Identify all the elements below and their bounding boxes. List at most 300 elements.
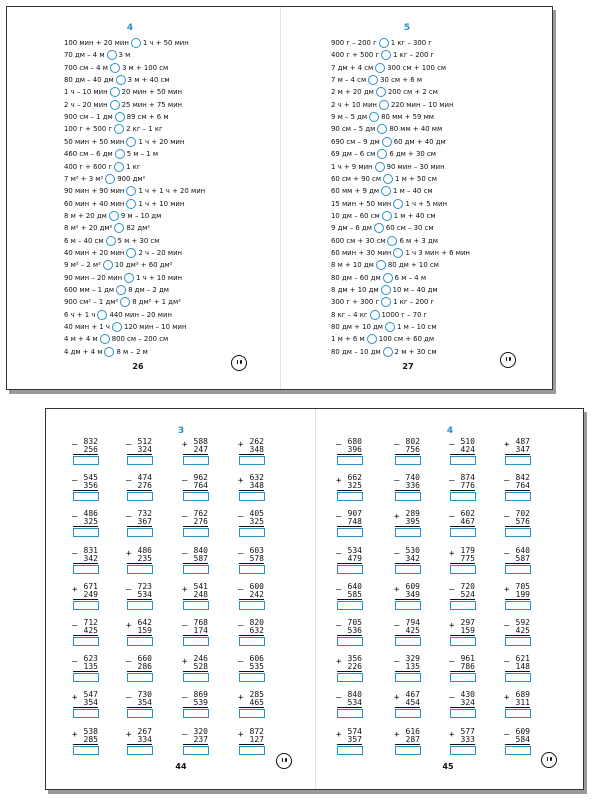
subtrahend: 348 (249, 481, 264, 491)
answer-box[interactable] (450, 565, 476, 574)
operator-sign: – (394, 657, 400, 668)
minuend: 534 (347, 545, 362, 555)
answer-box[interactable] (450, 456, 476, 465)
comparison-row (331, 161, 445, 173)
comparison-circle[interactable] (104, 347, 114, 357)
comparison-circle[interactable] (383, 174, 393, 184)
result-line (337, 599, 362, 600)
answer-box[interactable] (505, 601, 531, 610)
result-line (395, 454, 420, 455)
result-line (505, 526, 530, 527)
left-expression: 9 м² – 2 м² (64, 261, 101, 270)
result-line (450, 563, 475, 564)
comparison-row (64, 86, 182, 98)
answer-box[interactable] (337, 492, 363, 501)
left-expression: 700 см – 4 м (64, 63, 108, 72)
minuend: 642 (137, 618, 152, 627)
comparison-circle[interactable] (393, 199, 403, 209)
minuend: 577 (460, 726, 475, 736)
left-expression: 7 дм + 4 см (331, 63, 374, 72)
comparison-circle[interactable] (377, 149, 387, 159)
subtrahend: 356 (83, 481, 98, 491)
comparison-circle[interactable] (376, 87, 386, 97)
comparison-circle[interactable] (126, 248, 136, 258)
answer-box[interactable] (395, 565, 421, 574)
right-expression: 20 мин + 50 мин (121, 88, 183, 97)
answer-box[interactable] (337, 673, 363, 682)
minuend: 267 (137, 726, 152, 736)
comparison-circle[interactable] (383, 347, 393, 357)
column-problem (447, 654, 481, 684)
subtrahend: 127 (249, 734, 264, 744)
answer-box[interactable] (505, 637, 531, 646)
column-problem (392, 582, 426, 612)
result-line (337, 707, 362, 708)
operator-sign: + (72, 584, 78, 595)
operator-sign: – (182, 548, 188, 559)
answer-box[interactable] (505, 528, 531, 537)
column-problem (392, 473, 426, 503)
minuend: 961 (460, 654, 475, 664)
smiley-face-icon (541, 752, 557, 768)
minuend: 768 (193, 618, 208, 627)
minuend: 592 (515, 618, 530, 627)
minuend: 962 (193, 473, 208, 483)
comparison-circle[interactable] (106, 236, 116, 246)
minuend: 602 (460, 509, 475, 519)
result-line (505, 707, 530, 708)
result-line (450, 526, 475, 527)
answer-box[interactable] (337, 709, 363, 718)
comparison-circle[interactable] (110, 87, 120, 97)
answer-box[interactable] (337, 746, 363, 755)
right-expression: 220 мин – 10 мин (390, 100, 454, 109)
subtrahend: 576 (515, 517, 530, 527)
left-expression: 8 дм + 10 дм (331, 286, 379, 294)
comparison-row (331, 210, 436, 222)
answer-box[interactable] (450, 637, 476, 646)
operator-sign: – (449, 584, 455, 595)
subtrahend: 325 (83, 517, 98, 527)
left-expression: 460 см – 6 дм (64, 150, 113, 159)
column-problem (502, 690, 536, 720)
column-problem (392, 654, 426, 684)
operator-sign: – (238, 621, 244, 631)
subtrahend: 311 (515, 698, 530, 708)
result-line (395, 599, 420, 600)
subtrahend: 325 (347, 481, 362, 491)
operator-sign: – (504, 548, 510, 559)
operator-sign: + (72, 729, 78, 740)
column-problem (392, 509, 426, 539)
minuend: 574 (347, 726, 362, 736)
subtrahend: 467 (460, 517, 475, 527)
answer-box[interactable] (337, 528, 363, 537)
comparison-circle[interactable] (126, 186, 136, 196)
comparison-circle[interactable] (393, 248, 403, 258)
operator-sign: + (394, 512, 400, 523)
comparison-row (64, 173, 145, 185)
comparison-circle[interactable] (369, 112, 379, 122)
exercise-number-3: 3 (177, 426, 185, 436)
left-expression: 8 м + 10 дм (331, 261, 374, 270)
left-expression: 100 г + 500 г (64, 125, 113, 134)
subtrahend: 247 (193, 445, 208, 454)
operator-sign: – (504, 512, 510, 523)
minuend: 869 (193, 690, 208, 700)
subtrahend: 199 (515, 589, 530, 599)
operator-sign: + (182, 584, 188, 595)
column-problem (392, 437, 426, 467)
subtrahend: 632 (249, 626, 264, 635)
comparison-row (64, 185, 205, 197)
answer-box[interactable] (337, 565, 363, 574)
minuend: 802 (405, 437, 420, 446)
comparison-row (64, 62, 168, 74)
minuend: 740 (405, 473, 420, 483)
subtrahend: 159 (137, 626, 152, 635)
smiley-face-icon (500, 352, 516, 368)
comparison-circle[interactable] (376, 260, 386, 270)
right-expression: 6 м – 4 м (394, 273, 427, 282)
comparison-row (64, 148, 158, 160)
comparison-row (331, 296, 434, 308)
left-expression: 400 г + 500 г (331, 51, 380, 60)
subtrahend: 775 (460, 553, 475, 563)
subtrahend: 286 (137, 662, 152, 672)
subtrahend: 256 (83, 445, 98, 454)
subtrahend: 349 (405, 589, 420, 599)
right-expression: 1 ч + 50 мин (142, 39, 189, 47)
answer-box[interactable] (337, 456, 363, 465)
minuend: 832 (83, 437, 98, 446)
column-problem (447, 509, 481, 539)
comparison-circle[interactable] (110, 63, 120, 73)
operator-sign: – (449, 693, 455, 704)
minuend: 606 (249, 654, 264, 664)
result-line (450, 671, 475, 672)
right-expression: 3 м (118, 51, 131, 60)
minuend: 541 (193, 581, 208, 591)
minuend: 430 (460, 690, 475, 700)
result-line (395, 707, 420, 708)
comparison-row (64, 161, 140, 173)
comparison-circle[interactable] (368, 75, 378, 85)
comparison-row (64, 210, 161, 222)
column-problem (334, 437, 368, 467)
answer-box[interactable] (450, 673, 476, 682)
answer-box[interactable] (395, 637, 421, 646)
comparison-row (331, 284, 438, 296)
subtrahend: 528 (193, 662, 208, 672)
subtrahend: 342 (83, 553, 98, 563)
answer-box[interactable] (395, 601, 421, 610)
minuend: 842 (515, 473, 530, 483)
comparison-circle[interactable] (116, 285, 126, 295)
subtrahend: 348 (249, 445, 264, 454)
right-expression: 1 ч + 10 мин (138, 199, 185, 208)
minuend: 486 (83, 509, 98, 519)
page-number-44: 44 (175, 762, 187, 771)
minuend: 179 (460, 545, 475, 555)
comparison-row (64, 309, 172, 321)
answer-box[interactable] (337, 601, 363, 610)
comparison-circle[interactable] (105, 174, 115, 184)
comparison-circle[interactable] (126, 137, 136, 147)
comparison-circle[interactable] (114, 162, 124, 172)
minuend: 689 (515, 690, 530, 700)
result-line (505, 744, 530, 745)
operator-sign: – (126, 440, 132, 450)
comparison-row (331, 235, 438, 247)
answer-box[interactable] (505, 565, 531, 574)
subtrahend: 748 (347, 517, 362, 527)
answer-box[interactable] (395, 528, 421, 537)
comparison-circle[interactable] (383, 273, 393, 283)
spread-pages-26-27 (6, 6, 553, 390)
comparison-row (331, 198, 447, 210)
answer-box[interactable] (505, 673, 531, 682)
operator-sign: – (504, 729, 510, 740)
comparison-row (64, 99, 182, 111)
operator-sign: – (72, 657, 78, 668)
comparison-circle[interactable] (116, 75, 126, 85)
minuend: 486 (137, 545, 152, 555)
right-expression: 200 см + 2 см (387, 88, 438, 97)
subtrahend: 342 (405, 553, 420, 563)
comparison-circle[interactable] (110, 100, 120, 110)
page-number-45: 45 (442, 762, 454, 771)
left-expression: 6 м – 40 см (64, 236, 104, 245)
operator-sign: – (504, 476, 510, 487)
comparison-row (64, 321, 186, 333)
right-expression: 1 м – 40 см (393, 187, 433, 196)
answer-box[interactable] (505, 746, 531, 755)
comparison-circle[interactable] (385, 322, 395, 332)
operator-sign: – (238, 657, 244, 668)
exercise-number-4: 4 (446, 426, 454, 436)
book-spine (280, 7, 281, 389)
comparison-circle[interactable] (131, 38, 141, 48)
right-expression: 100 см + 60 дм (378, 335, 435, 344)
result-line (337, 744, 362, 745)
comparison-row (331, 185, 433, 197)
left-expression: 80 дм – 40 дм (64, 76, 114, 85)
subtrahend: 534 (137, 589, 152, 599)
comparison-circle[interactable] (114, 223, 124, 233)
comparison-row (331, 173, 437, 185)
operator-sign: – (238, 512, 244, 523)
left-expression: 100 мин + 20 мин (64, 39, 129, 47)
column-problem (334, 654, 368, 684)
subtrahend: 174 (193, 626, 208, 635)
answer-box[interactable] (395, 673, 421, 682)
left-expression: 900 см² – 1 дм² (64, 298, 119, 307)
comparison-circle[interactable] (367, 334, 377, 344)
comparison-circle[interactable] (115, 149, 125, 159)
column-problem (447, 727, 481, 757)
comparison-circle[interactable] (112, 322, 122, 332)
comparison-circle[interactable] (374, 223, 384, 233)
subtrahend: 524 (460, 589, 475, 599)
comparison-circle[interactable] (375, 63, 385, 73)
minuend: 723 (137, 581, 152, 591)
minuend: 320 (193, 726, 208, 736)
comparison-circle[interactable] (375, 162, 385, 172)
result-line (450, 744, 475, 745)
operator-sign: – (238, 584, 244, 595)
right-expression: 1 м + 50 см (395, 174, 437, 183)
answer-box[interactable] (505, 492, 531, 501)
operator-sign: – (449, 476, 455, 487)
comparison-circle[interactable] (100, 334, 110, 344)
right-expression: 1000 г – 70 г (381, 310, 428, 319)
answer-box[interactable] (395, 456, 421, 465)
answer-box[interactable] (505, 456, 531, 465)
minuend: 512 (137, 437, 152, 446)
minuend: 621 (515, 654, 530, 664)
comparison-circle[interactable] (107, 50, 117, 60)
operator-sign: – (449, 657, 455, 668)
comparison-circle[interactable] (103, 260, 113, 270)
subtrahend: 776 (460, 481, 475, 491)
comparison-circle[interactable] (382, 211, 392, 221)
column-problem (392, 546, 426, 576)
left-expression: 8 м² + 20 дм² (64, 224, 113, 233)
answer-box[interactable] (450, 746, 476, 755)
subtrahend: 454 (405, 698, 420, 708)
subtrahend: 226 (347, 662, 362, 672)
operator-sign: – (72, 440, 78, 450)
right-expression: 80 мм + 59 мм (381, 113, 435, 122)
subtrahend: 285 (83, 734, 98, 744)
comparison-circle[interactable] (379, 100, 389, 110)
comparison-circle[interactable] (381, 186, 391, 196)
minuend: 603 (249, 545, 264, 555)
comparison-circle[interactable] (114, 124, 124, 134)
comparison-circle[interactable] (382, 137, 392, 147)
result-line (337, 490, 362, 491)
left-expression: 1 ч + 9 мин (331, 162, 373, 171)
subtrahend: 424 (460, 445, 475, 454)
minuend: 405 (249, 509, 264, 519)
column-problem (334, 582, 368, 612)
column-problem (447, 582, 481, 612)
column-problem (502, 727, 536, 757)
answer-box[interactable] (395, 492, 421, 501)
answer-box[interactable] (450, 709, 476, 718)
comparison-circle[interactable] (377, 124, 387, 134)
comparison-row (331, 333, 434, 345)
right-expression: 6 дм + 30 см (389, 150, 436, 159)
operator-sign: – (336, 693, 342, 704)
comparison-row (331, 148, 436, 160)
column-problem (334, 618, 368, 648)
comparison-circle[interactable] (109, 211, 119, 221)
comparison-circle[interactable] (370, 310, 380, 320)
operator-sign: – (336, 512, 342, 523)
subtrahend: 333 (460, 734, 475, 744)
column-problem (447, 473, 481, 503)
right-expression: 1 м + 40 см (393, 211, 436, 220)
operator-sign: – (394, 440, 400, 450)
comparison-circle[interactable] (381, 285, 391, 295)
operator-sign: + (336, 729, 342, 740)
answer-box[interactable] (505, 709, 531, 718)
minuend: 874 (460, 473, 475, 483)
answer-box[interactable] (450, 601, 476, 610)
comparison-row (331, 123, 442, 135)
right-expression: 1 ч + 1 ч + 20 мин (138, 187, 206, 196)
operator-sign: – (336, 440, 342, 450)
right-expression: 9 м – 10 дм (120, 211, 162, 220)
left-expression: 8 кг – 4 кг (331, 310, 368, 319)
subtrahend: 764 (515, 481, 530, 491)
result-line (505, 490, 530, 491)
operator-sign: – (394, 476, 400, 487)
subtrahend: 336 (405, 481, 420, 491)
right-expression: 800 см – 200 см (111, 335, 169, 344)
column-problem (502, 654, 536, 684)
answer-box[interactable] (395, 746, 421, 755)
answer-box[interactable] (337, 637, 363, 646)
comparison-circle[interactable] (97, 310, 107, 320)
comparison-circle[interactable] (379, 38, 389, 48)
comparison-circle[interactable] (115, 112, 125, 122)
operator-sign: – (449, 512, 455, 523)
subtrahend: 357 (347, 734, 362, 744)
right-expression: 89 см + 6 м (126, 113, 169, 122)
subtrahend: 354 (137, 698, 152, 708)
left-expression: 10 дм – 60 см (331, 211, 380, 220)
operator-sign: – (72, 512, 78, 523)
comparison-circle[interactable] (124, 273, 134, 283)
right-expression: 1 м – 10 см (397, 323, 437, 332)
result-line (505, 671, 530, 672)
comparison-circle[interactable] (387, 236, 397, 246)
column-problem (502, 618, 536, 648)
right-expression: 1 кг – 300 г (390, 39, 432, 47)
result-line (337, 671, 362, 672)
result-line (450, 635, 475, 636)
minuend: 588 (193, 437, 208, 446)
answer-box[interactable] (395, 709, 421, 718)
column-problem (447, 546, 481, 576)
subtrahend: 237 (193, 734, 208, 744)
exercise-number-4: 4 (126, 23, 134, 33)
exercise-number-5: 5 (403, 23, 411, 33)
column-problem (447, 618, 481, 648)
answer-box[interactable] (450, 492, 476, 501)
subtrahend: 425 (83, 626, 98, 635)
result-line (450, 707, 475, 708)
comparison-circle[interactable] (120, 297, 130, 307)
right-expression: 1 ч + 10 мин (136, 273, 183, 282)
left-expression: 80 дм + 10 дм (331, 323, 383, 332)
comparison-circle[interactable] (126, 199, 136, 209)
right-expression: 2 м + 30 см (394, 347, 437, 356)
operator-sign: – (72, 476, 78, 487)
minuend: 671 (83, 581, 98, 591)
minuend: 538 (83, 726, 98, 736)
minuend: 545 (83, 473, 98, 483)
left-expression: 80 дм – 10 дм (331, 347, 381, 356)
comparison-row (64, 333, 168, 345)
comparison-circle[interactable] (381, 297, 391, 307)
comparison-circle[interactable] (381, 50, 391, 60)
column-problem (502, 509, 536, 539)
answer-box[interactable] (450, 528, 476, 537)
